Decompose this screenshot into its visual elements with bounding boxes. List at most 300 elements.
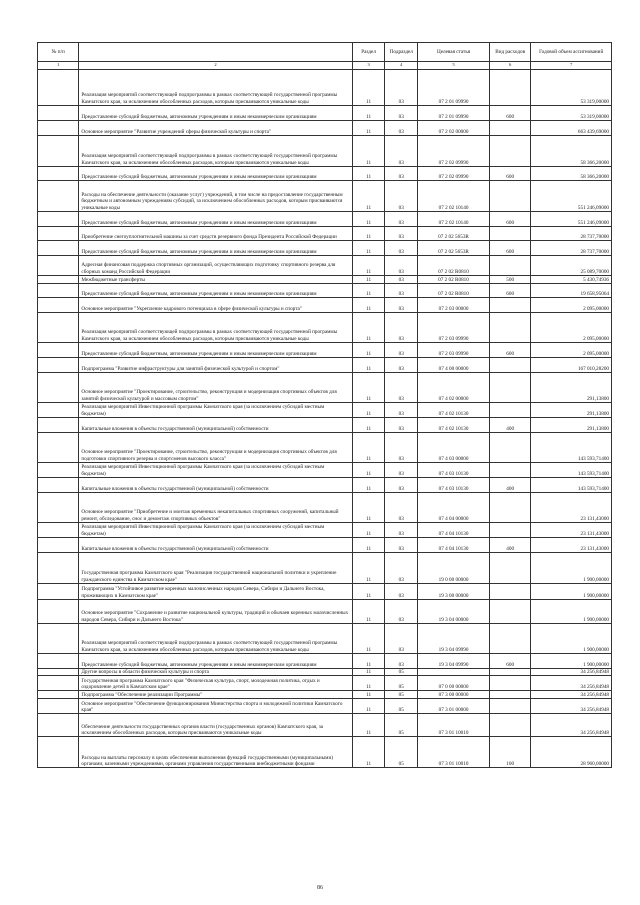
row-vid-cell: 600 — [489, 241, 530, 256]
row-razdel-cell: 11 — [352, 167, 385, 181]
row-razdel-cell: 11 — [352, 358, 385, 373]
row-name-cell: Реализация мероприятий соответствующей подпрограммы в рамках соответствующей государственной программы Камчатского края, за исключением обособленных расходов, которым присваиваются уникальные коды — [79, 136, 352, 167]
row-razdel-cell: 11 — [352, 418, 385, 433]
page-number: 86 — [317, 885, 323, 891]
row-name-cell: Реализация мероприятий соответствующей подпрограммы в рамках соответствующей государственной программы Камчатского края, за исключением обособленных расходов, которым присваиваются уникальные коды — [79, 70, 352, 106]
row-statya-cell: 07 2 02 10140 — [418, 212, 490, 227]
row-statya-cell: 07 2 02 5653R — [418, 241, 490, 256]
row-name-cell: Реализация мероприятий соответствующей подпрограммы в рамках соответствующей государственной программы Камчатского края, за исключением обособленных расходов, которым присваиваются уникальные коды — [79, 313, 352, 343]
row-sum-cell: 1 900,00000 — [531, 654, 612, 669]
row-statya-cell: 19 0 00 00000 — [418, 553, 490, 584]
row-razdel-cell: 11 — [352, 669, 385, 676]
table-row — [38, 699, 612, 714]
row-statya-cell: 07 2 02 R0810 — [418, 276, 490, 284]
row-num-cell — [38, 276, 79, 284]
row-statya-cell: 07 3 01 10010 — [418, 737, 490, 768]
table-row — [38, 553, 612, 584]
table-body — [38, 70, 612, 768]
row-razdel-cell: 11 — [352, 106, 385, 121]
row-name-cell: Предоставление субсидий бюджетным, автономным учреждениям и иным некоммерческим организациям — [79, 106, 352, 121]
row-name-cell: Основное мероприятие "Сохранение и развитие национальной культуры, традиций и обычаев коренных малочисленных народов Севера, Сибири и Дальнего Востока" — [79, 600, 352, 624]
row-name-cell: Предоставление субсидий бюджетным, автономным учреждениям и иным некоммерческим организациям — [79, 284, 352, 298]
row-statya-cell: 07 2 02 R0810 — [418, 256, 490, 276]
row-vid-cell — [489, 136, 530, 167]
row-num-cell — [38, 212, 79, 227]
col-number: 5 — [418, 62, 490, 70]
row-podrazdel-cell: 03 — [385, 298, 418, 313]
row-num-cell — [38, 256, 79, 276]
row-vid-cell: 600 — [489, 167, 530, 181]
row-sum-cell: 167 010,28200 — [531, 358, 612, 373]
row-name-cell: Предоставление субсидий бюджетным, автономным учреждениям и иным некоммерческим организациям — [79, 343, 352, 358]
row-statya-cell: 07 3 00 00000 — [418, 691, 490, 699]
row-podrazdel-cell: 03 — [385, 433, 418, 463]
header-podrazdel: Подраздел — [385, 43, 418, 62]
row-sum-cell: 23 131,43000 — [531, 523, 612, 538]
row-podrazdel-cell: 03 — [385, 373, 418, 403]
row-razdel-cell: 11 — [352, 373, 385, 403]
row-name-cell: Межбюджетные трансферты — [79, 276, 352, 284]
table-row — [38, 373, 612, 403]
row-statya-cell: 19 3 04 09990 — [418, 624, 490, 654]
row-sum-cell: 53 319,00000 — [531, 70, 612, 106]
row-razdel-cell: 11 — [352, 298, 385, 313]
row-vid-cell: 600 — [489, 106, 530, 121]
row-num-cell — [38, 403, 79, 418]
row-sum-cell: 34 256,84948 — [531, 669, 612, 676]
col-number: 7 — [531, 62, 612, 70]
row-vid-cell — [489, 714, 530, 737]
budget-table — [37, 42, 612, 768]
row-vid-cell: 400 — [489, 418, 530, 433]
row-podrazdel-cell: 03 — [385, 241, 418, 256]
row-statya-cell: 07 2 02 09990 — [418, 136, 490, 167]
row-podrazdel-cell: 03 — [385, 523, 418, 538]
row-vid-cell: 600 — [489, 284, 530, 298]
row-sum-cell: 1 900,00000 — [531, 624, 612, 654]
row-vid-cell — [489, 433, 530, 463]
row-num-cell — [38, 624, 79, 654]
row-podrazdel-cell: 03 — [385, 538, 418, 553]
row-statya-cell: 07 4 03 10130 — [418, 478, 490, 493]
row-num-cell — [38, 373, 79, 403]
row-num-cell — [38, 654, 79, 669]
row-sum-cell: 28 737,70000 — [531, 241, 612, 256]
row-num-cell — [38, 167, 79, 181]
row-sum-cell: 28 737,70000 — [531, 227, 612, 241]
row-name-cell: Основное мероприятие "Укрепление кадрового потенциала в сфере физической культуры и спорта" — [79, 298, 352, 313]
row-vid-cell: 400 — [489, 538, 530, 553]
row-podrazdel-cell: 03 — [385, 478, 418, 493]
row-statya-cell: 07 4 04 10130 — [418, 538, 490, 553]
row-name-cell: Подпрограмма "Обеспечение реализации Программы" — [79, 691, 352, 699]
row-sum-cell: 1 900,00000 — [531, 600, 612, 624]
row-razdel-cell: 11 — [352, 343, 385, 358]
row-razdel-cell: 11 — [352, 212, 385, 227]
row-sum-cell: 23 131,43000 — [531, 538, 612, 553]
row-num-cell — [38, 313, 79, 343]
col-number: 2 — [79, 62, 352, 70]
table-row — [38, 276, 612, 284]
row-statya-cell: 19 3 04 00000 — [418, 600, 490, 624]
table-row — [38, 418, 612, 433]
row-vid-cell: 500 — [489, 276, 530, 284]
table-row — [38, 121, 612, 136]
row-statya-cell: 07 4 04 10130 — [418, 523, 490, 538]
table-row — [38, 463, 612, 478]
row-statya-cell: 07 4 03 00000 — [418, 433, 490, 463]
row-name-cell: Основное мероприятие "Проектирование, строительство, реконструкция и модернизация спортивных объектов для подготовки спортивного резерва и спортсменов высокого класса" — [79, 433, 352, 463]
row-statya-cell: 07 0 00 00000 — [418, 676, 490, 691]
row-razdel-cell: 11 — [352, 433, 385, 463]
row-statya-cell: 07 2 01 09990 — [418, 70, 490, 106]
table-row — [38, 212, 612, 227]
row-sum-cell: 5 430,74936 — [531, 276, 612, 284]
row-num-cell — [38, 737, 79, 768]
row-statya-cell — [418, 669, 490, 676]
row-name-cell: Обеспечение деятельности государственных органов власти (государственных органов) Камчатского края, за исключением обособленных расходов, которым присваиваются уникальные коды — [79, 714, 352, 737]
row-num-cell — [38, 106, 79, 121]
row-razdel-cell: 11 — [352, 676, 385, 691]
col-number: 3 — [352, 62, 385, 70]
row-sum-cell: 34 256,84948 — [531, 676, 612, 691]
row-razdel-cell: 11 — [352, 181, 385, 212]
row-statya-cell: 07 4 03 10130 — [418, 463, 490, 478]
row-name-cell: Основное мероприятие "Развитие учреждений сферы физической культуры и спорта" — [79, 121, 352, 136]
row-vid-cell — [489, 699, 530, 714]
row-vid-cell — [489, 553, 530, 584]
row-vid-cell — [489, 676, 530, 691]
row-vid-cell — [489, 463, 530, 478]
row-name-cell: Расходы на обеспечение деятельности (оказание услуг) учреждений, в том числе на предоставление государственным бюджетным и автономным учреждениям субсидий, за исключением обособленных расходов, которым присваиваются уникальные коды — [79, 181, 352, 212]
row-podrazdel-cell: 03 — [385, 284, 418, 298]
row-podrazdel-cell: 03 — [385, 106, 418, 121]
row-name-cell: Предоставление субсидий бюджетным, автономным учреждениям и иным некоммерческим организациям — [79, 167, 352, 181]
row-sum-cell: 2 095,00000 — [531, 313, 612, 343]
row-vid-cell: 400 — [489, 478, 530, 493]
row-num-cell — [38, 284, 79, 298]
row-num-cell — [38, 523, 79, 538]
table-row — [38, 284, 612, 298]
row-statya-cell: 07 4 00 00000 — [418, 358, 490, 373]
header-vid: Вид расходов — [489, 43, 530, 62]
row-name-cell: Основное мероприятие "Обеспечение функционирования Министерства спорта и молодежной политики Камчатского края" — [79, 699, 352, 714]
row-vid-cell — [489, 227, 530, 241]
row-razdel-cell: 11 — [352, 737, 385, 768]
row-num-cell — [38, 433, 79, 463]
row-razdel-cell: 11 — [352, 478, 385, 493]
row-num-cell — [38, 463, 79, 478]
row-vid-cell — [489, 313, 530, 343]
row-vid-cell — [489, 70, 530, 106]
row-podrazdel-cell: 05 — [385, 737, 418, 768]
table-row — [38, 106, 612, 121]
row-sum-cell: 1 900,00000 — [531, 584, 612, 600]
row-vid-cell — [489, 373, 530, 403]
row-name-cell: Предоставление субсидий бюджетным, автономным учреждениям и иным некоммерческим организациям — [79, 241, 352, 256]
row-sum-cell: 291,13800 — [531, 418, 612, 433]
table-row — [38, 737, 612, 768]
row-podrazdel-cell: 03 — [385, 70, 418, 106]
row-num-cell — [38, 699, 79, 714]
col-number: 1 — [38, 62, 79, 70]
row-sum-cell: 23 131,43000 — [531, 493, 612, 523]
row-num-cell — [38, 553, 79, 584]
row-sum-cell: 551 246,09000 — [531, 212, 612, 227]
row-podrazdel-cell: 03 — [385, 553, 418, 584]
row-podrazdel-cell: 03 — [385, 654, 418, 669]
row-sum-cell: 58 366,20000 — [531, 167, 612, 181]
row-razdel-cell: 11 — [352, 654, 385, 669]
table-row — [38, 298, 612, 313]
header-razdel: Раздел — [352, 43, 385, 62]
table-row — [38, 584, 612, 600]
row-statya-cell: 07 2 02 R0810 — [418, 284, 490, 298]
row-statya-cell: 07 3 01 10010 — [418, 714, 490, 737]
row-statya-cell: 07 2 01 09990 — [418, 106, 490, 121]
row-name-cell: Государственная программа Камчатского края "Физическая культура, спорт, молодежная политика, отдых и оздоровление детей в Камчатском крае" — [79, 676, 352, 691]
row-vid-cell: 600 — [489, 212, 530, 227]
row-sum-cell: 28 960,00000 — [531, 737, 612, 768]
row-sum-cell: 143 593,71400 — [531, 433, 612, 463]
row-razdel-cell: 11 — [352, 241, 385, 256]
row-podrazdel-cell: 03 — [385, 276, 418, 284]
row-num-cell — [38, 691, 79, 699]
row-sum-cell: 34 256,84948 — [531, 699, 612, 714]
table-row — [38, 433, 612, 463]
row-razdel-cell: 11 — [352, 284, 385, 298]
header-summa: Годовой объем ассигнований — [531, 43, 612, 62]
table-row — [38, 624, 612, 654]
row-podrazdel-cell: 03 — [385, 227, 418, 241]
row-podrazdel-cell: 03 — [385, 313, 418, 343]
row-podrazdel-cell: 03 — [385, 624, 418, 654]
row-podrazdel-cell: 03 — [385, 584, 418, 600]
table-row — [38, 227, 612, 241]
row-vid-cell — [489, 691, 530, 699]
row-name-cell: Капитальные вложения в объекты государственной (муниципальной) собственности — [79, 538, 352, 553]
row-vid-cell — [489, 298, 530, 313]
row-name-cell: Реализация мероприятий Инвестиционной программы Камчатского края (за исключением субсидий местным бюджетам) — [79, 463, 352, 478]
header-num: № п/п — [38, 43, 79, 62]
row-num-cell — [38, 121, 79, 136]
row-num-cell — [38, 669, 79, 676]
row-num-cell — [38, 181, 79, 212]
row-sum-cell: 551 246,09000 — [531, 181, 612, 212]
row-podrazdel-cell: 03 — [385, 418, 418, 433]
table-row — [38, 654, 612, 669]
row-num-cell — [38, 676, 79, 691]
row-num-cell — [38, 227, 79, 241]
row-name-cell: Расходы на выплаты персоналу в целях обеспечения выполнения функций государственными (муниципальными) органами, казенными учреждениями, органами управления государственными внебюджетными фондами — [79, 737, 352, 768]
row-name-cell: Предоставление субсидий бюджетным, автономным учреждениям и иным некоммерческим организациям — [79, 654, 352, 669]
table-row — [38, 691, 612, 699]
row-num-cell — [38, 600, 79, 624]
row-razdel-cell: 11 — [352, 463, 385, 478]
table-row — [38, 669, 612, 676]
row-vid-cell: 100 — [489, 737, 530, 768]
row-statya-cell: 19 3 04 09990 — [418, 654, 490, 669]
row-sum-cell: 53 319,00000 — [531, 106, 612, 121]
table-header-row — [38, 43, 612, 62]
table-row — [38, 136, 612, 167]
row-podrazdel-cell: 03 — [385, 343, 418, 358]
row-vid-cell — [489, 624, 530, 654]
row-statya-cell: 07 4 02 10130 — [418, 403, 490, 418]
table-row — [38, 714, 612, 737]
row-razdel-cell: 11 — [352, 70, 385, 106]
row-statya-cell: 07 2 02 5653R — [418, 227, 490, 241]
row-name-cell: Государственная программа Камчатского края "Реализация государственной национальной политики и укрепление гражданского единства в Камчатском крае" — [79, 553, 352, 584]
row-podrazdel-cell: 03 — [385, 463, 418, 478]
row-razdel-cell: 11 — [352, 691, 385, 699]
row-razdel-cell: 11 — [352, 276, 385, 284]
row-num-cell — [38, 478, 79, 493]
row-num-cell — [38, 241, 79, 256]
row-statya-cell: 07 3 01 00000 — [418, 699, 490, 714]
table-row — [38, 256, 612, 276]
row-podrazdel-cell: 05 — [385, 714, 418, 737]
row-podrazdel-cell: 03 — [385, 256, 418, 276]
table-row — [38, 523, 612, 538]
row-podrazdel-cell: 03 — [385, 358, 418, 373]
row-razdel-cell: 11 — [352, 227, 385, 241]
row-podrazdel-cell: 03 — [385, 121, 418, 136]
row-num-cell — [38, 714, 79, 737]
row-razdel-cell: 11 — [352, 523, 385, 538]
table-row — [38, 167, 612, 181]
row-vid-cell — [489, 121, 530, 136]
row-razdel-cell: 11 — [352, 714, 385, 737]
row-sum-cell: 19 658,95064 — [531, 284, 612, 298]
row-num-cell — [38, 343, 79, 358]
row-razdel-cell: 11 — [352, 403, 385, 418]
row-podrazdel-cell: 05 — [385, 676, 418, 691]
row-vid-cell — [489, 403, 530, 418]
table-row — [38, 181, 612, 212]
row-name-cell: Основное мероприятие "Проектирование, строительство, реконструкция и модернизация спортивных объектов для занятий физической культурой и массовым спортом" — [79, 373, 352, 403]
row-razdel-cell: 11 — [352, 313, 385, 343]
row-statya-cell: 07 4 02 00000 — [418, 373, 490, 403]
row-podrazdel-cell: 03 — [385, 403, 418, 418]
row-num-cell — [38, 70, 79, 106]
row-name-cell: Основное мероприятие "Приобретение и монтаж временных некапитальных спортивных сооружений, капитальный ремонт, обследование, снос и демонтаж спортивных объектов" — [79, 493, 352, 523]
table-row — [38, 343, 612, 358]
row-name-cell: Адресная финансовая поддержка спортивных организаций, осуществляющих подготовку спортивного резерва для сборных команд Российской Федерации — [79, 256, 352, 276]
row-razdel-cell: 11 — [352, 538, 385, 553]
row-podrazdel-cell: 05 — [385, 669, 418, 676]
row-vid-cell — [489, 584, 530, 600]
table-row — [38, 241, 612, 256]
row-podrazdel-cell: 03 — [385, 167, 418, 181]
row-vid-cell: 600 — [489, 343, 530, 358]
row-razdel-cell: 11 — [352, 699, 385, 714]
table-row — [38, 538, 612, 553]
col-number: 6 — [489, 62, 530, 70]
row-statya-cell: 07 2 02 09990 — [418, 167, 490, 181]
row-name-cell: Подпрограмма "Развитие инфраструктуры для занятий физической культурой и спортом" — [79, 358, 352, 373]
row-razdel-cell: 11 — [352, 584, 385, 600]
row-sum-cell: 58 366,20000 — [531, 136, 612, 167]
row-razdel-cell: 11 — [352, 553, 385, 584]
row-sum-cell: 34 256,84948 — [531, 714, 612, 737]
table-row — [38, 403, 612, 418]
row-num-cell — [38, 493, 79, 523]
table-row — [38, 70, 612, 106]
row-name-cell: Капитальные вложения в объекты государственной (муниципальной) собственности — [79, 478, 352, 493]
row-statya-cell: 07 4 02 10130 — [418, 418, 490, 433]
row-statya-cell: 07 2 03 00000 — [418, 298, 490, 313]
column-number-row — [38, 62, 612, 70]
row-name-cell: Другие вопросы в области физической культуры и спорта — [79, 669, 352, 676]
row-name-cell: Предоставление субсидий бюджетным, автономным учреждениям и иным некоммерческим организациям — [79, 212, 352, 227]
row-num-cell — [38, 538, 79, 553]
row-name-cell: Реализация мероприятий Инвестиционной программы Камчатского края (за исключением субсидий местным бюджетам) — [79, 523, 352, 538]
row-sum-cell: 663 439,69000 — [531, 121, 612, 136]
budget-table-sheet — [37, 42, 612, 768]
row-podrazdel-cell: 03 — [385, 600, 418, 624]
table-row — [38, 676, 612, 691]
row-vid-cell — [489, 256, 530, 276]
row-sum-cell: 34 256,84948 — [531, 691, 612, 699]
table-row — [38, 600, 612, 624]
row-name-cell: Подпрограмма "Устойчивое развитие коренных малочисленных народов Севера, Сибири и Дальнего Востока, проживающих в Камчатском крае" — [79, 584, 352, 600]
row-num-cell — [38, 358, 79, 373]
row-vid-cell — [489, 358, 530, 373]
row-sum-cell: 143 593,71400 — [531, 478, 612, 493]
row-name-cell: Капитальные вложения в объекты государственной (муниципальной) собственности — [79, 418, 352, 433]
row-sum-cell: 2 095,00000 — [531, 343, 612, 358]
row-num-cell — [38, 418, 79, 433]
header-name — [79, 43, 352, 62]
row-sum-cell: 291,13800 — [531, 373, 612, 403]
row-num-cell — [38, 584, 79, 600]
header-statya: Целевая статья — [418, 43, 490, 62]
row-podrazdel-cell: 03 — [385, 212, 418, 227]
row-vid-cell — [489, 493, 530, 523]
row-statya-cell: 19 3 00 00000 — [418, 584, 490, 600]
row-statya-cell: 07 2 02 10140 — [418, 181, 490, 212]
row-statya-cell: 07 2 03 09990 — [418, 343, 490, 358]
row-podrazdel-cell: 03 — [385, 181, 418, 212]
row-num-cell — [38, 298, 79, 313]
row-razdel-cell: 11 — [352, 256, 385, 276]
row-razdel-cell: 11 — [352, 493, 385, 523]
row-statya-cell: 07 4 04 00000 — [418, 493, 490, 523]
row-name-cell: Реализация мероприятий Инвестиционной программы Камчатского края (за исключением субсидий местным бюджетам) — [79, 403, 352, 418]
row-sum-cell: 25 089,70000 — [531, 256, 612, 276]
table-row — [38, 478, 612, 493]
row-statya-cell: 07 2 02 00000 — [418, 121, 490, 136]
row-name-cell: Реализация мероприятий соответствующей подпрограммы в рамках соответствующей государственной программы Камчатского края, за исключением обособленных расходов, которым присваиваются уникальные коды — [79, 624, 352, 654]
table-row — [38, 313, 612, 343]
row-vid-cell — [489, 600, 530, 624]
col-number: 4 — [385, 62, 418, 70]
row-razdel-cell: 11 — [352, 624, 385, 654]
row-vid-cell — [489, 669, 530, 676]
row-num-cell — [38, 136, 79, 167]
row-podrazdel-cell: 05 — [385, 691, 418, 699]
row-sum-cell: 291,13800 — [531, 403, 612, 418]
row-sum-cell: 1 900,00000 — [531, 553, 612, 584]
row-razdel-cell: 11 — [352, 600, 385, 624]
row-name-cell: Приобретение снегоуплотнительной машины за счет средств резервного фонда Президента Российской Федерации — [79, 227, 352, 241]
row-sum-cell: 143 593,71400 — [531, 463, 612, 478]
row-razdel-cell: 11 — [352, 121, 385, 136]
row-podrazdel-cell: 03 — [385, 493, 418, 523]
row-vid-cell — [489, 523, 530, 538]
table-row — [38, 358, 612, 373]
